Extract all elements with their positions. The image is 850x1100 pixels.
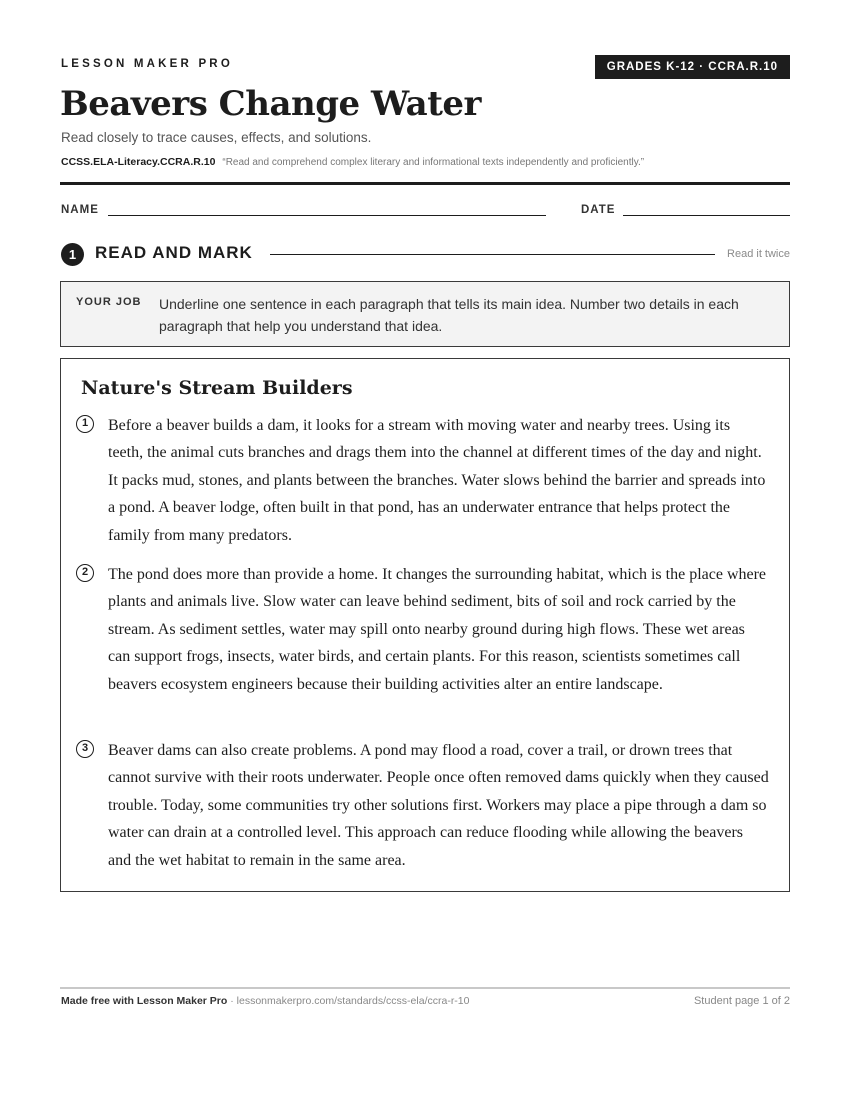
- job-label: YOUR JOB: [76, 296, 142, 308]
- section-rule: [270, 254, 715, 255]
- footer-divider: [60, 987, 790, 989]
- brand-name: LESSON MAKER PRO: [61, 58, 233, 70]
- standard-code: CCSS.ELA-Literacy.CCRA.R.10: [61, 156, 216, 168]
- job-instructions-box: [60, 281, 790, 347]
- step-number-badge: 1: [61, 243, 84, 266]
- paragraph: Before a beaver builds a dam, it looks for a stream with moving water and nearby trees. Using its teeth, the animal cuts branches and drags them into the channel at different times of the day and night. It packs mud, stones, and plants between the branches. Water slows behind the barrier and spreads into a pond. A beaver lodge, often built in that pond, has an underwater entrance that helps protect the family from many predators.: [108, 417, 766, 544]
- date-label: DATE: [581, 204, 616, 216]
- footer-credit: [61, 995, 470, 1007]
- footer-page-number: Student page 1 of 2: [693, 995, 790, 1007]
- paragraph: Beaver dams can also create problems. A pond may flood a road, cover a trail, or drown trees that cannot survive with their roots underwater. People once often removed dams quickly when they caused trouble. Today, some communities try other solutions first. Workers may place a pipe through a dam so water can drain at a controlled level. This approach can reduce flooding while allowing the beavers and the wet habitat to remain in the same area.: [108, 742, 769, 869]
- date-field-line[interactable]: [623, 215, 790, 216]
- section-title: READ AND MARK: [95, 243, 253, 262]
- footer-separator: ·: [227, 995, 237, 1007]
- name-label: NAME: [61, 204, 99, 216]
- page-title: Beavers Change Water: [60, 84, 481, 124]
- header-divider: [60, 182, 790, 185]
- page-subtitle: Read closely to trace causes, effects, and solutions.: [61, 130, 372, 145]
- paragraph-number-badge: 2: [76, 564, 94, 582]
- standard-quote: “Read and comprehend complex literary and informational texts independently and proficiently.”: [222, 157, 645, 168]
- passage-title: Nature's Stream Builders: [81, 377, 353, 399]
- standard-line: [61, 156, 644, 168]
- paragraph-number-badge: 3: [76, 740, 94, 758]
- passage-box: [60, 358, 790, 892]
- footer-url[interactable]: lessonmakerpro.com/standards/ccss-ela/ccra-r-10: [236, 995, 470, 1007]
- grade-badge: GRADES K-12 · CCRA.R.10: [595, 55, 790, 79]
- paragraph-number-badge: 1: [76, 415, 94, 433]
- footer-made-with: Made free with Lesson Maker Pro: [61, 995, 228, 1007]
- section-hint: Read it twice: [727, 248, 790, 260]
- job-text: Underline one sentence in each paragraph that tells its main idea. Number two details in each paragraph that help you understand that idea.: [159, 296, 739, 334]
- name-field-line[interactable]: [108, 215, 546, 216]
- paragraph: The pond does more than provide a home. It changes the surrounding habitat, which is the place where plants and animals live. Slow water can leave behind sediment, bits of soil and rock carried by the stream. As sediment settles, water may spill onto nearby ground during high flows. These wet areas can support frogs, insects, water birds, and certain plants. For this reason, scientists sometimes call beavers ecosystem engineers because their building activities alter an entire landscape.: [108, 566, 767, 693]
